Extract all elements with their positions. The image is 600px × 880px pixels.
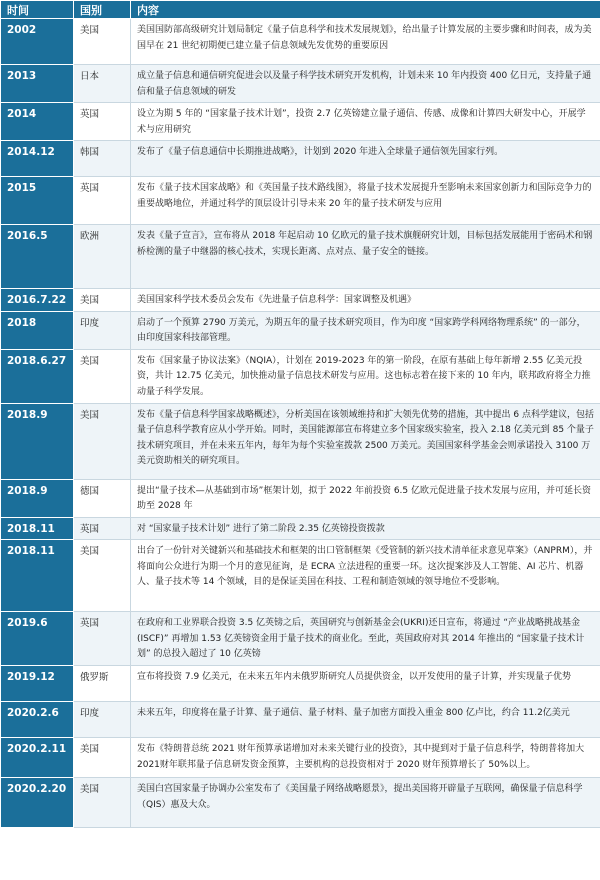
country-cell: 美国 xyxy=(74,778,131,828)
country-cell: 俄罗斯 xyxy=(74,666,131,702)
table-row xyxy=(1,349,600,403)
country-cell: 印度 xyxy=(74,311,131,349)
time-cell: 2016.7.22 xyxy=(1,289,74,312)
time-cell: 2018.9 xyxy=(1,479,74,517)
country-cell: 英国 xyxy=(74,177,131,225)
time-cell: 2019.6 xyxy=(1,612,74,666)
table-row xyxy=(1,65,600,103)
country-cell: 美国 xyxy=(74,540,131,612)
content-cell: 对 “国家量子技术计划” 进行了第二阶段 2.35 亿英镑投资拨款 xyxy=(131,517,600,540)
table-row xyxy=(1,517,600,540)
country-cell: 德国 xyxy=(74,479,131,517)
table-row xyxy=(1,479,600,517)
country-cell: 印度 xyxy=(74,702,131,738)
time-cell: 2016.5 xyxy=(1,225,74,289)
country-cell: 美国 xyxy=(74,19,131,65)
country-cell: 英国 xyxy=(74,517,131,540)
content-cell: 出台了一份针对关键新兴和基础技术和框架的出口管制框架《受管制的新兴技术清单征求意见草案》（ANPRM），并将面向公众进行为期一个月的意见征询，是 ECRA 立法进程的重要一环。这次提案涉及人工智能、AI 芯片、机器人、量子技术等 14 个领域，目的是保证美国在科技、工程和制造领域的领导地位不受影响。 xyxy=(131,540,600,612)
table-row xyxy=(1,702,600,738)
time-cell: 2018.6.27 xyxy=(1,349,74,403)
country-cell: 美国 xyxy=(74,349,131,403)
content-cell: 在政府和工业界联合投资 3.5 亿英镑之后，英国研究与创新基金会(UKRI)还日宣布，将通过 “产业战略挑战基金(ISCF)” 再增加 1.53 亿英镑资金用于量子技术的商业化。至此，英国政府对其 2014 年推出的 “国家量子技术计划” 的总投入超过了 10 亿英镑 xyxy=(131,612,600,666)
time-cell: 2020.2.11 xyxy=(1,738,74,778)
content-cell: 美国白宫国家量子协调办公室发布了《美国量子网络战略愿景》，提出美国将开辟量子互联网，确保量子信息科学（QIS）惠及大众。 xyxy=(131,778,600,828)
country-cell: 英国 xyxy=(74,103,131,141)
country-cell: 韩国 xyxy=(74,141,131,177)
time-cell: 2020.2.6 xyxy=(1,702,74,738)
content-cell: 未来五年，印度将在量子计算、量子通信、量子材料、量子加密方面投入重金 800 亿卢比，约合 11.2亿美元 xyxy=(131,702,600,738)
time-cell: 2014 xyxy=(1,103,74,141)
table-row xyxy=(1,225,600,289)
country-cell: 英国 xyxy=(74,612,131,666)
content-cell: 成立量子信息和通信研究促进会以及量子科学技术研究开发机构，计划未来 10 年内投资 400 亿日元，支持量子通信和量子信息领域的研发 xyxy=(131,65,600,103)
content-cell: 发布了《量子信息通信中长期推进战略》，计划到 2020 年进入全球量子通信领先国家行列。 xyxy=(131,141,600,177)
time-cell: 2020.2.20 xyxy=(1,778,74,828)
time-cell: 2019.12 xyxy=(1,666,74,702)
header-time: 时间 xyxy=(1,1,74,19)
table-row xyxy=(1,103,600,141)
table-row xyxy=(1,778,600,828)
time-cell: 2018.11 xyxy=(1,540,74,612)
country-cell: 美国 xyxy=(74,289,131,312)
content-cell: 发布《特朗普总统 2021 财年预算承诺增加对未来关键行业的投资》，其中提到对于量子信息科学，特朗普将加大 2021财年联邦量子信息研发资金预算，主要机构的总投资相对于 2020 财年预算增长了 50%以上。 xyxy=(131,738,600,778)
table-row xyxy=(1,19,600,65)
table-row xyxy=(1,666,600,702)
time-cell: 2014.12 xyxy=(1,141,74,177)
content-cell: 设立为期 5 年的 “国家量子技术计划”，投资 2.7 亿英镑建立量子通信、传感、成像和计算四大研发中心，开展学术与应用研究 xyxy=(131,103,600,141)
country-cell: 美国 xyxy=(74,403,131,479)
header-row xyxy=(1,1,600,19)
content-cell: 发布《国家量子协议法案》（NQIA），计划在 2019-2023 年的第一阶段，在原有基础上每年新增 2.55 亿美元投资，共计 12.75 亿美元，加快推动量子信息技术研发与应用。这也标志着在接下来的 10 年内，联邦政府将全力推动量子科学发展。 xyxy=(131,349,600,403)
content-cell: 美国国家科学技术委员会发布《先进量子信息科学：国家调整及机遇》 xyxy=(131,289,600,312)
country-cell: 日本 xyxy=(74,65,131,103)
header-country: 国别 xyxy=(74,1,131,19)
table-row xyxy=(1,738,600,778)
content-cell: 发表《量子宣言》，宣布将从 2018 年起启动 10 亿欧元的量子技术旗舰研究计划，目标包括发展能用于密码术和钢桥检测的量子中继器的核心技术，实现长距离、点对点、量子安全的链接。 xyxy=(131,225,600,289)
country-cell: 美国 xyxy=(74,738,131,778)
table-row xyxy=(1,403,600,479)
content-cell: 美国国防部高级研究计划局制定《量子信息科学和技术发展规划》，给出量子计算发展的主要步骤和时间表，成为美国早在 21 世纪初期便已建立量子信息领域先发优势的重要原因 xyxy=(131,19,600,65)
content-cell: 发布《量子信息科学国家战略概述》，分析美国在该领域维持和扩大领先优势的措施，其中提出 6 点科学建议，包括量子信息科学教育应从小学开始。同时，美国能源部宣布将建立多个国家级实验室，投入 2.18 亿美元到 85 个量子技术研究项目，并在未来五年内，每年为每个实验室拨款 2500 万美元。美国国家科学基金会则承诺投入 3100 万美元资助相关的研究项目。 xyxy=(131,403,600,479)
table-row xyxy=(1,540,600,612)
table-row xyxy=(1,612,600,666)
country-cell: 欧洲 xyxy=(74,225,131,289)
content-cell: 提出“量子技术—从基础到市场”框架计划，拟于 2022 年前投资 6.5 亿欧元促进量子技术发展与应用，并可延长资助至 2028 年 xyxy=(131,479,600,517)
content-cell: 宣布将投资 7.9 亿美元，在未来五年内未俄罗斯研究人员提供资金，以开发使用的量子计算，并实现量子优势 xyxy=(131,666,600,702)
table-row xyxy=(1,141,600,177)
header-content: 内容 xyxy=(131,1,600,19)
table-row xyxy=(1,311,600,349)
time-cell: 2018.11 xyxy=(1,517,74,540)
table-row xyxy=(1,177,600,225)
time-cell: 2015 xyxy=(1,177,74,225)
content-cell: 发布《量子技术国家战略》和《英国量子技术路线图》，将量子技术发展提升至影响未来国家创新力和国际竞争力的重要战略地位，并通过科学的顶层设计引导未来 20 年的量子技术研发与应用 xyxy=(131,177,600,225)
table-row xyxy=(1,289,600,312)
time-cell: 2002 xyxy=(1,19,74,65)
content-cell: 启动了一个预算 2790 万美元，为期五年的量子技术研究项目，作为印度 “国家跨学科网络物理系统” 的一部分，由印度国家科技部管理。 xyxy=(131,311,600,349)
time-cell: 2013 xyxy=(1,65,74,103)
time-cell: 2018 xyxy=(1,311,74,349)
time-cell: 2018.9 xyxy=(1,403,74,479)
